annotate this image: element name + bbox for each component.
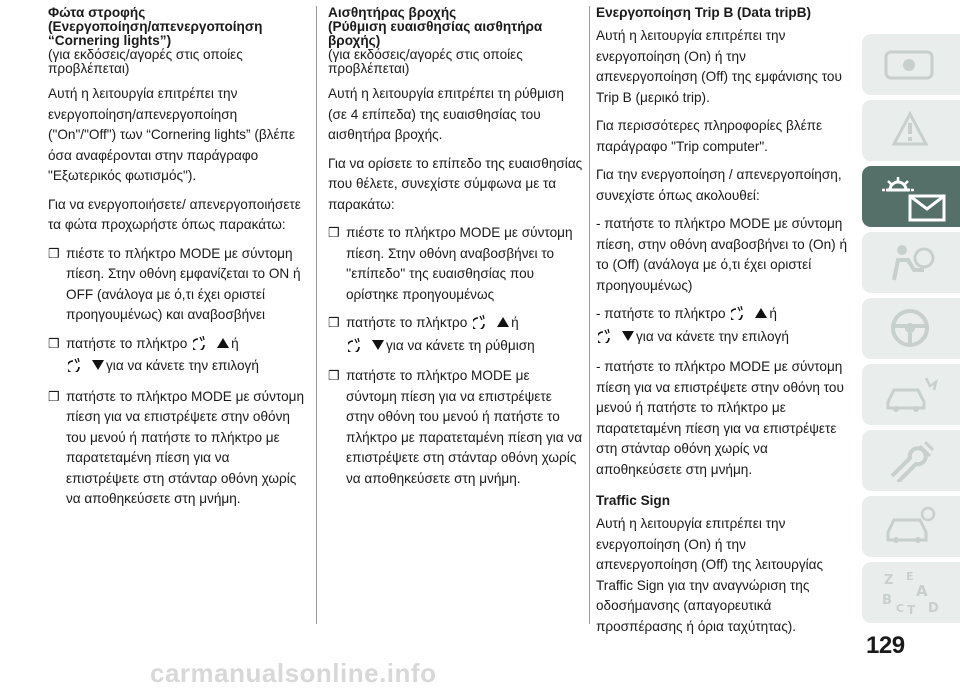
section-heading-line3: “Cornering lights”) bbox=[48, 33, 172, 48]
bullet-item bbox=[48, 244, 306, 326]
page-number: 129 bbox=[866, 632, 905, 659]
bullet-text: για να κάνετε τη ρύθμιση bbox=[386, 337, 535, 353]
svg-text:E: E bbox=[906, 570, 914, 583]
paragraph bbox=[596, 304, 850, 349]
tab-safety[interactable] bbox=[862, 232, 960, 293]
button-down-icon bbox=[68, 358, 104, 379]
wrench-tools-icon bbox=[880, 438, 940, 482]
tab-emergency[interactable] bbox=[862, 364, 960, 425]
column-rain-sensor bbox=[328, 6, 583, 497]
bullet-marker: ❒ bbox=[328, 315, 340, 330]
section-heading: Φώτα στροφής bbox=[48, 5, 146, 20]
paragraph: - πατήστε το πλήκτρο MODE με σύντομη πίεση για να επιστρέψετε στην οθόνη του μενού ή πατήστε το πλήκτρο με παρατεταμένη πίεση για να επιστρέψετε στη στάνταρ οθόνη χωρίς να αποθηκεύσετε στη μνήμη. bbox=[596, 359, 844, 477]
svg-text:A: A bbox=[916, 582, 928, 600]
bullet-item bbox=[48, 387, 306, 510]
paragraph: Αυτή η λειτουργία επιτρέπει την ενεργοποίηση/απενεργοποίηση ("On"/"Off") των “Cornering lights” (βλέπε όσα αναφέρονται στην παράγραφο "Εξωτερικός φωτισμός"). bbox=[48, 86, 295, 183]
paragraph: Για να ορίσετε το επίπεδο της ευαισθησίας που θέλετε, συνεχίστε σύμφωνα με τα παρακάτω: bbox=[328, 155, 583, 212]
tab-starting-driving[interactable] bbox=[862, 298, 960, 359]
footer-watermark: carmanualsonline.info bbox=[150, 658, 437, 688]
car-crash-icon bbox=[880, 372, 940, 416]
column-divider bbox=[589, 6, 590, 624]
column-divider bbox=[316, 6, 317, 624]
paragraph: Αυτή η λειτουργία επιτρέπει την ενεργοποίηση (On) ή την απενεργοποίηση (Off) της εμφάνισης του Trip B (μερικό trip). bbox=[596, 28, 842, 105]
button-down-icon bbox=[598, 329, 634, 350]
section-heading: Αισθητήρας βροχής bbox=[328, 5, 457, 20]
section-heading-line3: βροχής) bbox=[328, 33, 381, 48]
lights-envelope-icon bbox=[880, 174, 950, 224]
button-down-icon bbox=[348, 338, 384, 359]
section-heading: Ενεργοποίηση Trip B (Data tripB) bbox=[596, 5, 812, 20]
section-availability-note: (για εκδόσεις/αγορές στις οποίες προβλέπεται) bbox=[48, 47, 243, 76]
bullet-text: πατήστε το πλήκτρο bbox=[66, 335, 188, 351]
section-heading-line2: (Ρύθμιση ευαισθησίας αισθητήρα bbox=[328, 19, 543, 34]
bullet-text: πατήστε το πλήκτρο bbox=[346, 315, 468, 330]
bullet-text: πατήστε το πλήκτρο MODE με σύντομη πίεση για να επιστρέψετε στην οθόνη του μενού ή πατήστε το πλήκτρο με παρατεταμένη πίεση για να επιστρέψετε στη στάνταρ οθόνη χωρίς να αποθηκεύσετε στη μνήμη. bbox=[66, 388, 305, 506]
bullet-item bbox=[328, 223, 583, 305]
column-trip-b bbox=[596, 6, 850, 645]
tab-car-info[interactable] bbox=[862, 34, 960, 95]
index-letters-icon bbox=[880, 570, 944, 616]
paragraph-text: ή bbox=[769, 306, 777, 321]
svg-text:T: T bbox=[907, 603, 916, 616]
warning-light-icon bbox=[880, 108, 940, 152]
paragraph: Για την ενεργοποίηση / απενεργοποίηση, συνεχίστε όπως ακολουθεί: bbox=[596, 167, 842, 203]
button-up-icon bbox=[193, 336, 229, 357]
bullet-item bbox=[328, 313, 583, 358]
paragraph-text: για να κάνετε την επιλογή bbox=[636, 328, 789, 344]
paragraph: Αυτή η λειτουργία επιτρέπει τη ρύθμιση (σε 4 επίπεδα) της ευαισθησίας του αισθητήρα βροχής. bbox=[328, 86, 564, 142]
paragraph: - πατήστε το πλήκτρο MODE με σύντομη πίεση, στην οθόνη αναβοσβήνει το (On) ή το (Off) (ανάλογα με ό,τι έχει οριστεί προηγουμένως) bbox=[596, 216, 848, 293]
tab-technical-data[interactable] bbox=[862, 496, 960, 557]
section-availability-note: (για εκδόσεις/αγορές στις οποίες προβλέπεται) bbox=[328, 47, 523, 76]
bullet-text: για να κάνετε την επιλογή bbox=[106, 358, 259, 373]
svg-text:B: B bbox=[882, 593, 892, 608]
bullet-marker: ❒ bbox=[48, 388, 60, 404]
bullet-text: πατήστε το πλήκτρο MODE με σύντομη πίεση για να επιστρέψετε στην οθόνη του μενού ή πατήστε το πλήκτρο με παρατεταμένη πίεση για να επιστρέψετε στη στάνταρ οθόνη χωρίς να αποθηκεύσετε στη μνήμη. bbox=[346, 368, 583, 486]
car-info-icon bbox=[880, 42, 940, 86]
paragraph: Για περισσότερες πληροφορίες βλέπε παράγραφο "Trip computer". bbox=[596, 118, 823, 154]
bullet-item bbox=[48, 334, 306, 379]
paragraph: Για να ενεργοποιήσετε/ απενεργοποιήσετε τα φώτα προχωρήστε όπως παρακάτω: bbox=[48, 196, 301, 232]
bullet-text: ή bbox=[511, 315, 519, 330]
steering-wheel-icon bbox=[880, 306, 940, 350]
bullet-marker: ❒ bbox=[48, 335, 60, 351]
bullet-item bbox=[328, 366, 583, 489]
svg-text:D: D bbox=[928, 601, 939, 616]
car-service-icon bbox=[880, 504, 940, 548]
bullet-marker: ❒ bbox=[48, 245, 60, 261]
airbag-icon bbox=[880, 240, 940, 284]
paragraph: Αυτή η λειτουργία επιτρέπει την ενεργοποίηση (On) ή την απενεργοποίηση (Off) της λειτουργίας Traffic Sign για την αναγνώριση της οδοσήμανσης (απαγορευτικά προσπέρασης ή όρια ταχύτητας). bbox=[596, 516, 824, 634]
bullet-marker: ❒ bbox=[328, 368, 340, 383]
svg-text:C: C bbox=[896, 602, 905, 615]
tab-dashboard-lights[interactable] bbox=[862, 166, 960, 227]
section-heading-line2: (Ενεργοποίηση/απενεργοποίηση bbox=[48, 19, 263, 34]
bullet-text: πιέστε το πλήκτρο MODE με σύντομη πίεση. Στην οθόνη εμφανίζεται το ON ή OFF (ανάλογα με ό,τι έχει οριστεί προηγουμένως) και αναβοσβήνει bbox=[66, 245, 301, 322]
svg-text:Z: Z bbox=[884, 573, 894, 588]
button-up-icon bbox=[473, 315, 509, 336]
column-cornering-lights bbox=[48, 6, 306, 518]
section-heading: Traffic Sign bbox=[596, 493, 671, 508]
bullet-text: πιέστε το πλήκτρο MODE με σύντομη πίεση. Στην οθόνη αναβοσβήνει το ''επίπεδο'' της ευαισθησίας που ορίστηκε προηγουμένως bbox=[346, 225, 573, 302]
tab-maintenance[interactable] bbox=[862, 430, 960, 491]
tab-index[interactable] bbox=[862, 562, 960, 623]
tab-warning-lights[interactable] bbox=[862, 100, 960, 161]
paragraph-text: - πατήστε το πλήκτρο bbox=[596, 306, 726, 321]
bullet-marker: ❒ bbox=[328, 225, 340, 240]
button-up-icon bbox=[731, 306, 767, 327]
bullet-text: ή bbox=[231, 335, 239, 351]
